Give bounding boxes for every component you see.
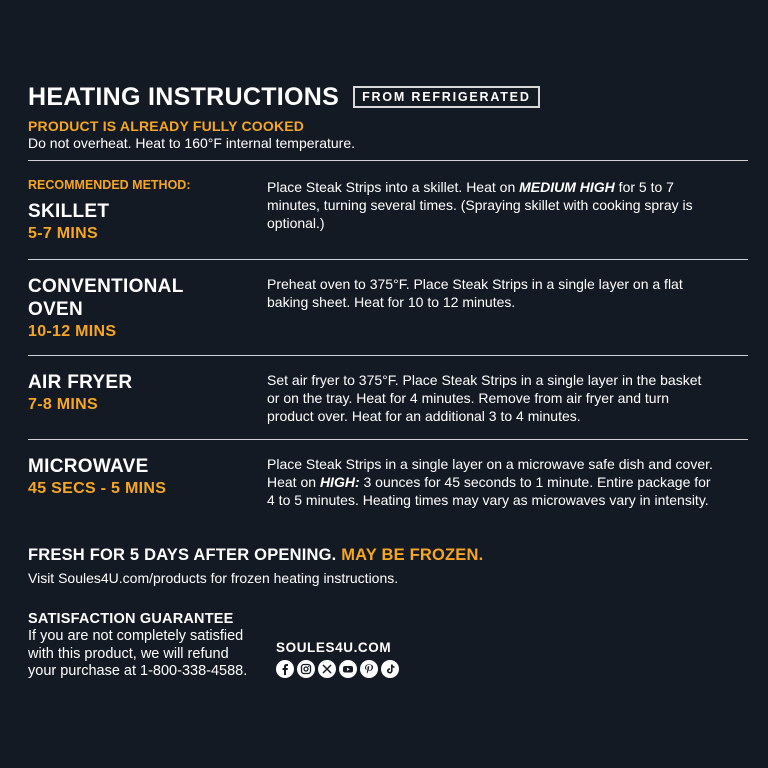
method-instructions: Place Steak Strips in a single layer on a microwave safe dish and cover. Heat on HIGH: 3 ounces for 45 seconds to 1 minute. Entire package for 4 to 5 minutes. Heating times may vary as microwaves vary in intensity. bbox=[267, 456, 713, 508]
website-url: SOULES4U.COM bbox=[276, 640, 392, 655]
method-time: 7-8 MINS bbox=[28, 396, 98, 413]
social-icons bbox=[276, 660, 399, 678]
method-time: 5-7 MINS bbox=[28, 225, 98, 242]
guarantee-title: SATISFACTION GUARANTEE bbox=[28, 611, 234, 627]
x-icon bbox=[318, 660, 336, 678]
recommended-label: RECOMMENDED METHOD: bbox=[28, 178, 191, 192]
facebook-icon bbox=[276, 660, 294, 678]
title-row bbox=[28, 84, 540, 110]
instagram-icon bbox=[297, 660, 315, 678]
divider bbox=[28, 439, 748, 440]
method-name: MICROWAVE bbox=[28, 456, 149, 477]
heat-level-emphasis: HIGH: bbox=[319, 474, 360, 490]
heat-level-emphasis: MEDIUM HIGH bbox=[519, 179, 615, 195]
method-name-line2: OVEN bbox=[28, 299, 84, 320]
guarantee-line: with this product, we will refund bbox=[28, 645, 229, 662]
divider bbox=[28, 355, 748, 356]
pinterest-icon bbox=[360, 660, 378, 678]
youtube-icon bbox=[339, 660, 357, 678]
website-block bbox=[276, 640, 399, 678]
divider bbox=[28, 160, 748, 161]
method-name: CONVENTIONAL bbox=[28, 276, 184, 297]
guarantee-line: your purchase at 1-800-338-4588. bbox=[28, 663, 248, 679]
method-instructions: Set air fryer to 375°F. Place Steak Strips in a single layer in the basket or on the tray. Heat for 4 minutes. Remove from air fryer and turn product over. Heat for an additional 3 to 4 minutes. bbox=[267, 372, 702, 424]
frozen-instructions-link-text: Visit Soules4U.com/products for frozen heating instructions. bbox=[28, 570, 399, 586]
tiktok-icon bbox=[381, 660, 399, 678]
may-be-frozen: MAY BE FROZEN. bbox=[341, 546, 484, 564]
page-title: HEATING INSTRUCTIONS bbox=[28, 83, 340, 111]
divider bbox=[28, 259, 748, 260]
method-instructions: Preheat oven to 375°F. Place Steak Strips in a single layer on a flat baking sheet. Heat for 10 to 12 minutes. bbox=[267, 276, 683, 310]
method-name: SKILLET bbox=[28, 201, 110, 222]
fully-cooked-notice: PRODUCT IS ALREADY FULLY COOKED bbox=[28, 118, 305, 134]
method-name: AIR FRYER bbox=[28, 372, 133, 393]
method-time: 45 SECS - 5 MINS bbox=[28, 480, 167, 497]
guarantee-line: If you are not completely satisfied bbox=[28, 628, 244, 644]
refrigerated-badge: FROM REFRIGERATED bbox=[353, 86, 540, 108]
method-time: 10-12 MINS bbox=[28, 323, 117, 340]
satisfaction-guarantee bbox=[28, 610, 258, 681]
method-instructions: Place Steak Strips into a skillet. Heat on MEDIUM HIGH for 5 to 7 minutes, turning several times. (Spraying skillet with cooking spray is optional.) bbox=[267, 179, 693, 231]
freshness-notice: FRESH FOR 5 DAYS AFTER OPENING. MAY BE FROZEN. bbox=[28, 546, 484, 564]
overheat-warning: Do not overheat. Heat to 160°F internal temperature. bbox=[28, 135, 356, 151]
